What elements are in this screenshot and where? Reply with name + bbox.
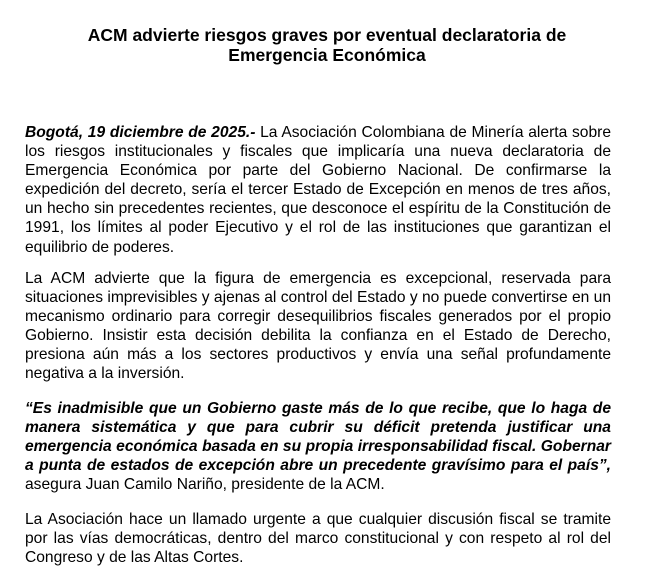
quote-attribution: asegura Juan Camilo Nariño, presidente de la ACM. [25,476,385,494]
dateline: Bogotá, 19 diciembre de 2025.- [25,124,256,141]
document-title [20,25,634,65]
paragraph-warning: La ACM advierte que la figura de emergencia es excepcional, reservada para situaciones imprevisibles y ajenas al control del Estado y no puede convertirse en un mecanismo ordinario para corregir desequilibrios fiscales generados por el propio Gobierno. Insistir esta decisión debilita la confianza en el Estado de Derecho, presiona aún más a los sectores productivos y envía una señal profundamente negativa a la inversión. [25,270,611,383]
paragraph-quote [25,399,611,494]
paragraph-intro [25,123,611,257]
paragraph-intro-text: La Asociación Colombiana de Minería alerta sobre los riesgos institucionales y fiscales que implicaría una nueva declaratoria de Emergencia Económica por parte del Gobierno Nacional. De confirmarse la expedición del decreto, sería el tercer Estado de Excepción en menos de tres años, un hecho sin precedentes recientes, que desconoce el espíritu de la Constitución de 1991, los límites al poder Ejecutivo y el rol de las instituciones que garantizan el equilibrio de poderes. [25,124,612,256]
title-line-1: ACM advierte riesgos graves por eventual declaratoria de [87,25,567,45]
quote-text: “Es inadmisible que un Gobierno gaste más de lo que recibe, que lo haga de manera sistemática y que para cubrir su déficit pretenda justificar una emergencia económica basada en su propia irresponsabilidad fiscal. Gobernar a punta de estados de excepción abre un precedente gravísimo para el país”, [25,400,611,475]
title-line-2: Emergencia Económica [228,45,426,65]
paragraph-call-to-action: La Asociación hace un llamado urgente a que cualquier discusión fiscal se tramite por las vías democráticas, dentro del marco constitucional y con respeto al rol del Congreso y de las Altas Cortes. [25,511,611,567]
